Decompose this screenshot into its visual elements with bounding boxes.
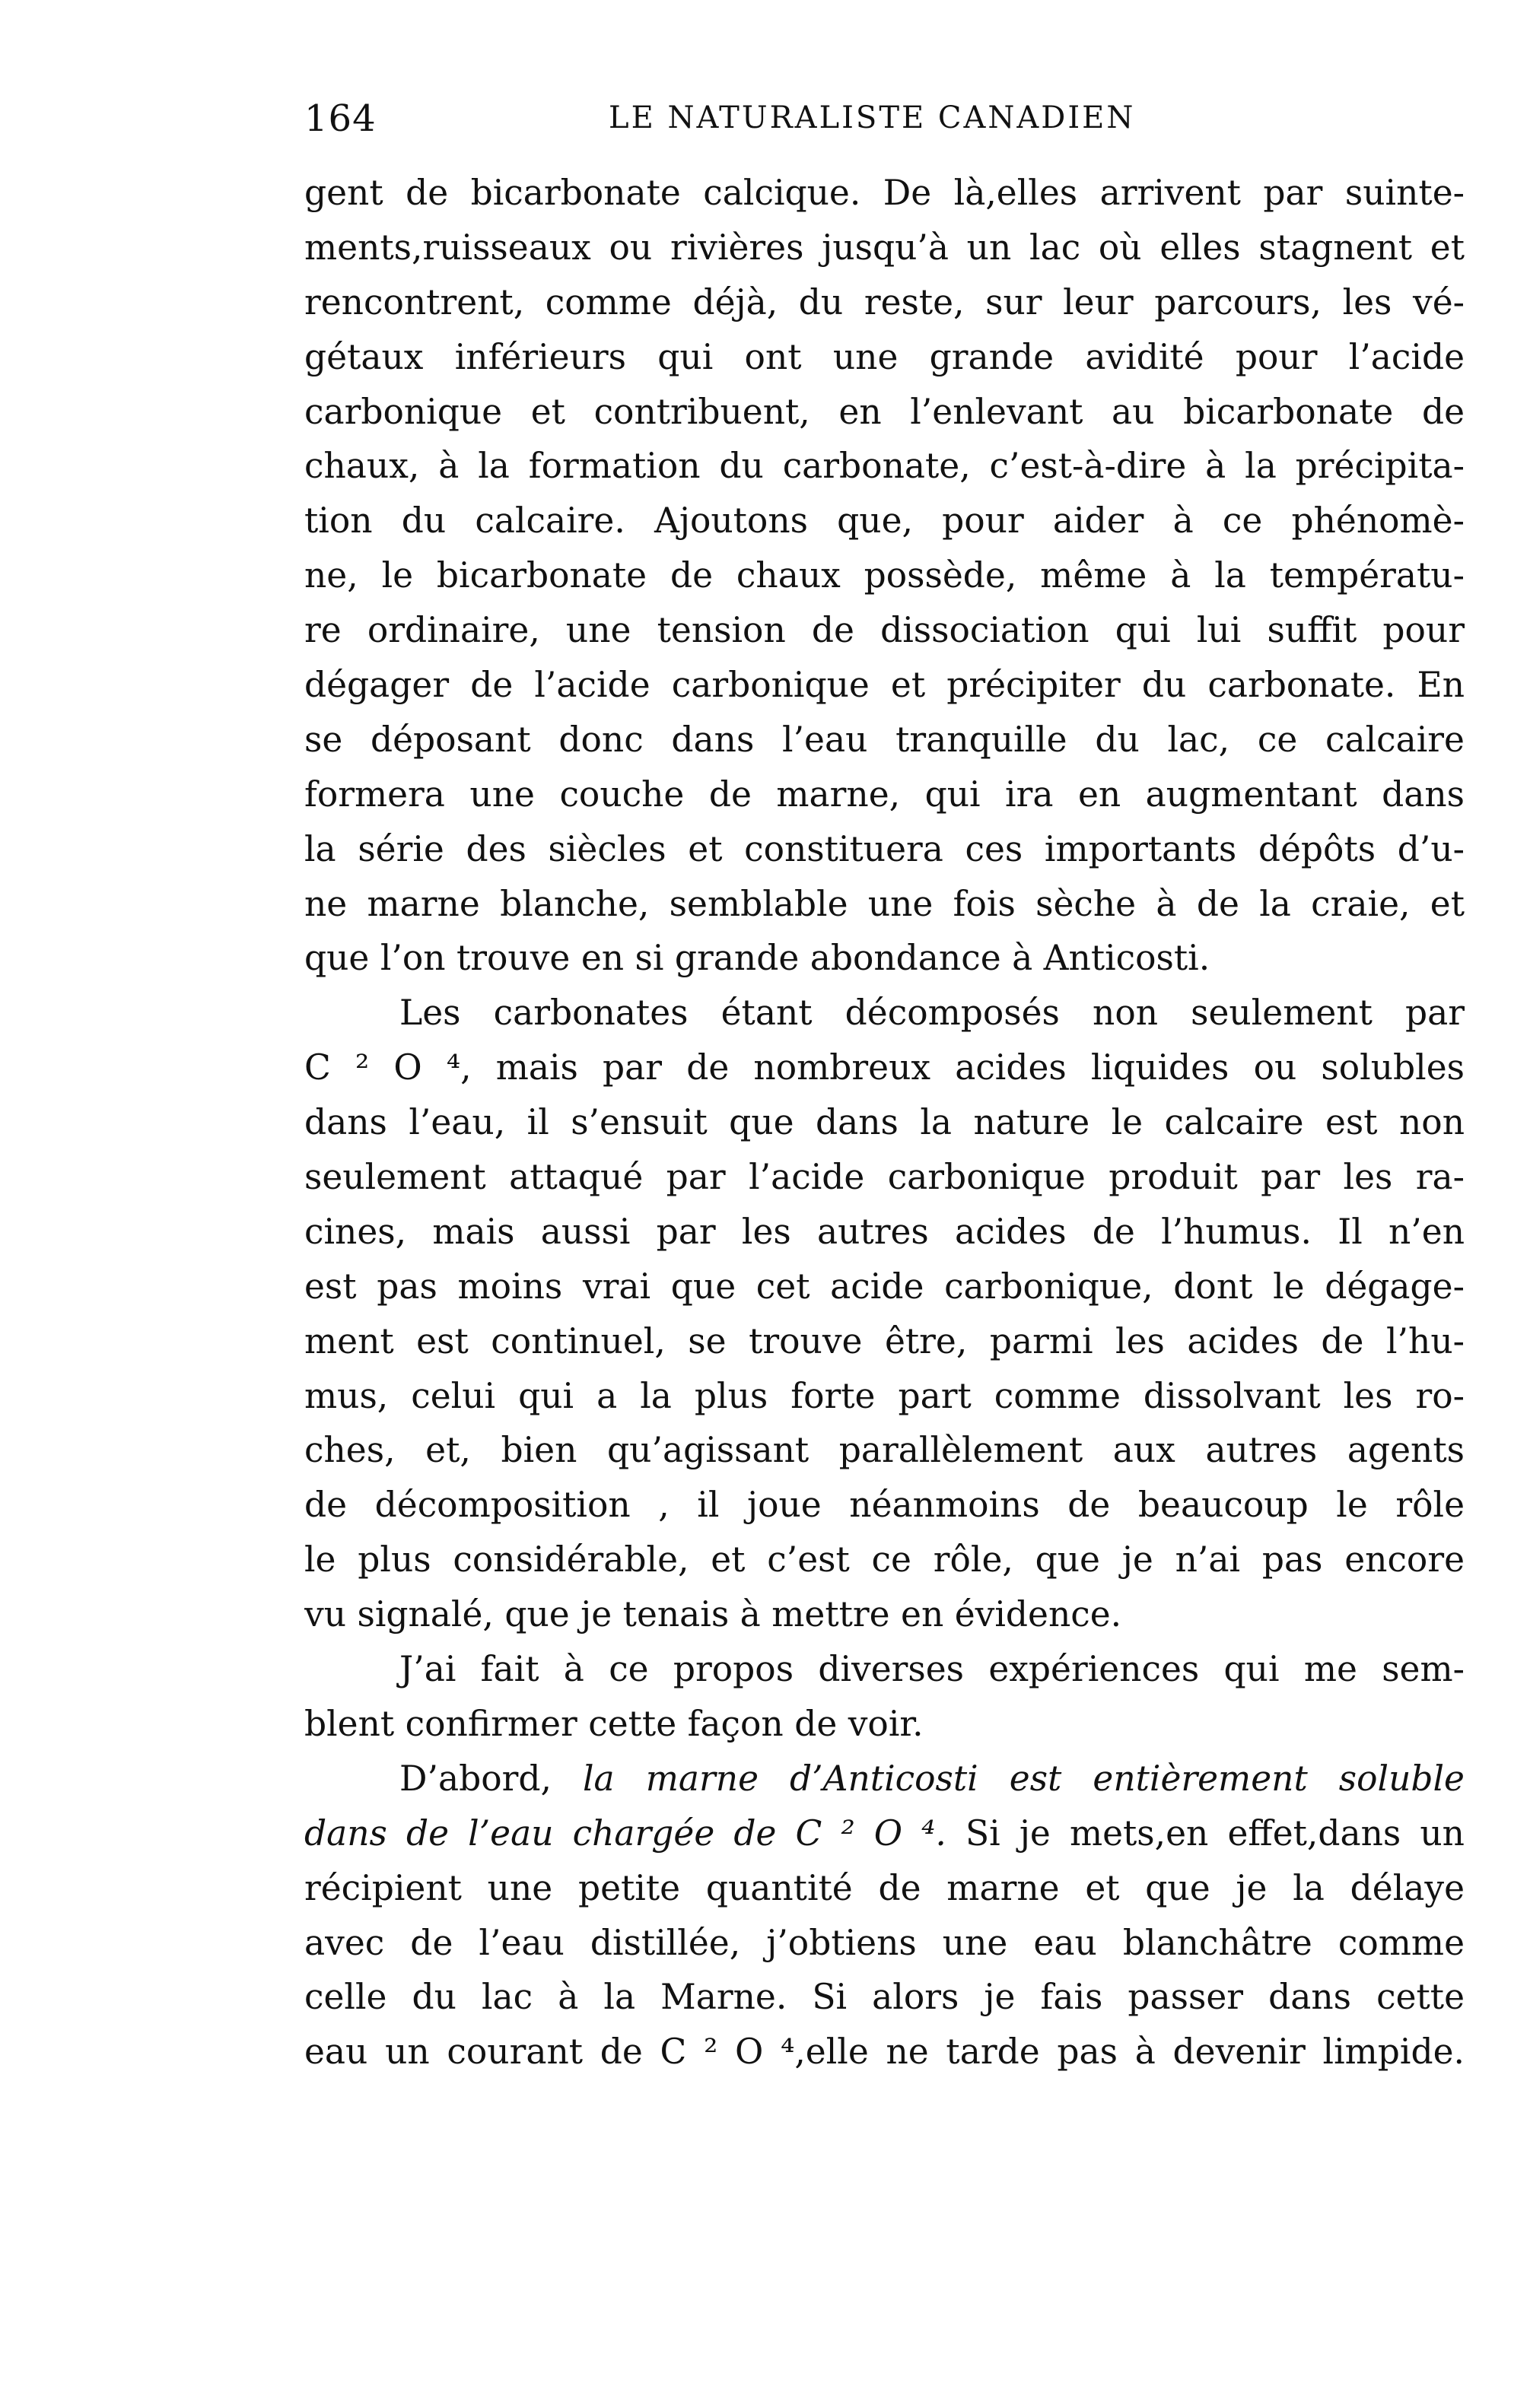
page-number: 164 (304, 97, 377, 140)
text-line: Les carbonates étant décomposés non seulement par (399, 993, 1465, 1034)
text-line: le plus considérable, et c’est ce rôle, que je n’ai pas encore (304, 1539, 1465, 1580)
text-line: J’ai fait à ce propos diverses expériences qui me sem- (399, 1649, 1465, 1690)
paragraph (304, 166, 1465, 986)
text-line: se déposant donc dans l’eau tranquille du lac, ce calcaire (304, 719, 1465, 760)
text-line: mus, celui qui a la plus forte part comme dissolvant les ro- (304, 1375, 1465, 1416)
text-line: tion du calcaire. Ajoutons que, pour aider à ce phénomè- (304, 500, 1465, 542)
paragraph (304, 1642, 1465, 1752)
text-line: cines, mais aussi par les autres acides de l’humus. Il n’en (304, 1211, 1465, 1252)
text-line: gétaux inférieurs qui ont une grande avidité pour l’acide (304, 336, 1465, 377)
italic-run: dans de l’eau chargée de C ² O ⁴. (304, 1812, 946, 1854)
text-line: est pas moins vrai que cet acide carbonique, dont le dégage- (304, 1266, 1465, 1307)
text-line: avec de l’eau distillée, j’obtiens une eau blanchâtre comme (304, 1922, 1465, 1963)
text-line: gent de bicarbonate calcique. De là,elles arrivent par suinte- (304, 173, 1465, 213)
roman-run: D’abord, (399, 1758, 583, 1799)
text-line: ment est continuel, se trouve être, parmi les acides de l’hu- (304, 1320, 1465, 1361)
text-line (304, 1752, 1465, 1806)
text-line: celle du lac à la Marne. Si alors je fais passer dans cette (304, 1977, 1465, 2018)
journal-title: LE NATURALISTE CANADIEN (609, 100, 1136, 135)
text-line: C ² O ⁴, mais par de nombreux acides liquides ou solubles (304, 1047, 1465, 1088)
running-head (304, 97, 1461, 143)
text-line: ne, le bicarbonate de chaux possède, même à la températu- (304, 555, 1465, 596)
text-line: la série des siècles et constituera ces importants dépôts d’u- (304, 828, 1465, 869)
text-line: re ordinaire, une tension de dissociation qui lui suffit pour (304, 610, 1465, 651)
text-line: que l’on trouve en si grande abondance à Anticosti. (304, 938, 1210, 979)
paragraph (304, 1752, 1465, 2079)
body-text (304, 166, 1465, 2079)
text-line: ne marne blanche, semblable une fois sèche à de la craie, et (304, 883, 1465, 924)
text-line: rencontrent, comme déjà, du reste, sur leur parcours, les vé- (304, 281, 1465, 322)
text-line: récipient une petite quantité de marne et que je la délaye (304, 1867, 1465, 1908)
text-line: chaux, à la formation du carbonate, c’est-à-dire à la précipita- (304, 446, 1465, 487)
text-line: dégager de l’acide carbonique et précipiter du carbonate. En (304, 665, 1465, 706)
text-line: formera une couche de marne, qui ira en augmentant dans (304, 774, 1465, 815)
text-line: eau un courant de C ² O ⁴,elle ne tarde pas à devenir limpide. (304, 2032, 1465, 2073)
paragraph (304, 986, 1465, 1642)
text-line (304, 1806, 1465, 1861)
italic-run: la marne d’Anticosti est entièrement soluble (583, 1758, 1465, 1799)
roman-run: Si je mets,en effet,dans un (946, 1812, 1465, 1854)
text-line: de décomposition , il joue néanmoins de beaucoup le rôle (304, 1485, 1465, 1526)
text-line: seulement attaqué par l’acide carbonique produit par les ra- (304, 1157, 1465, 1198)
text-line: ches, et, bien qu’agissant parallèlement aux autres agents (304, 1430, 1465, 1471)
text-line: dans l’eau, il s’ensuit que dans la nature le calcaire est non (304, 1102, 1465, 1143)
text-line: vu signalé, que je tenais à mettre en évidence. (304, 1594, 1122, 1635)
text-line: blent confirmer cette façon de voir. (304, 1703, 924, 1744)
text-line: ments,ruisseaux ou rivières jusqu’à un lac où elles stagnent et (304, 227, 1465, 268)
text-line: carbonique et contribuent, en l’enlevant au bicarbonate de (304, 391, 1465, 432)
